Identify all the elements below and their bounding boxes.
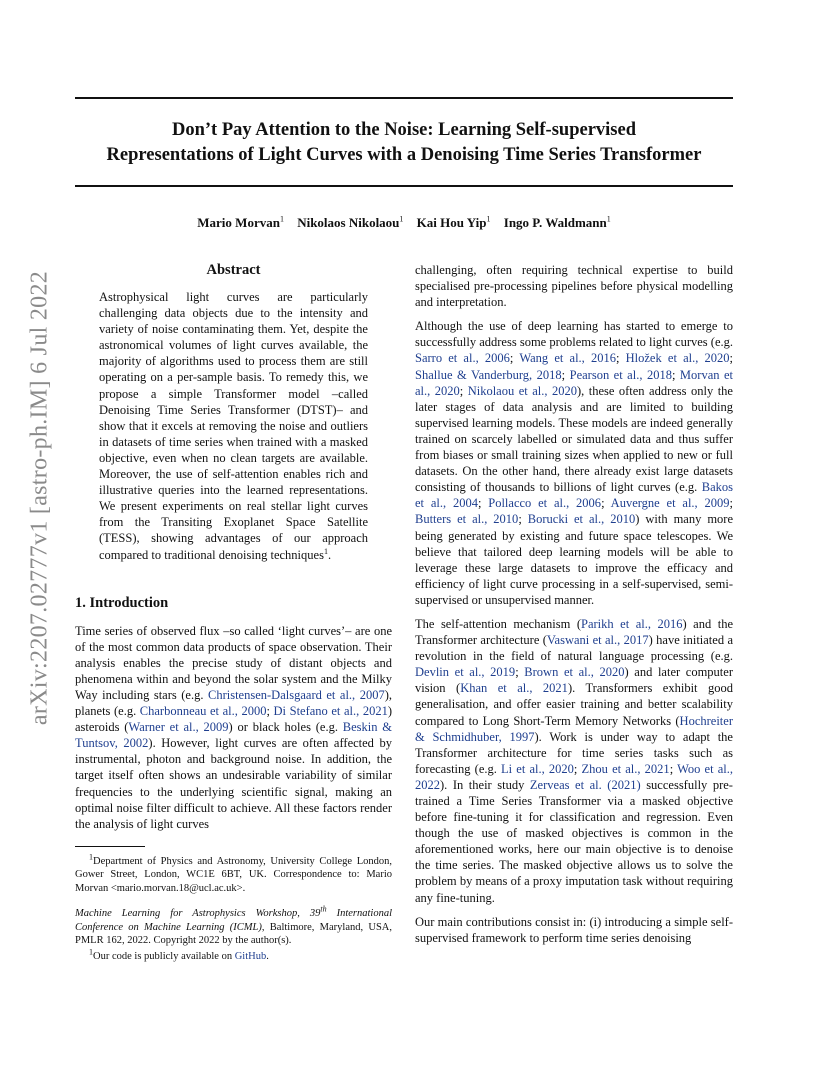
abstract-text: Astrophysical light curves are particularly challenging data objects due to the intensity and variety of noise contaminating them. Yet, despite the astronomical volumes of light curves available, the majority of algorithms used to process them are still operating on a per-sample basis. To remedy this, we propose a simple Transformer model –called Denoising Time Series Transformer (DTST)– and show that it excels at removing the noise and outliers in datasets of time series when trained with a masked objective, even when no clean targets are available. Moreover, the use of self-attention enables rich and illustrative queries into the learned representations. We present experiments on real stellar light curves from the Transiting Exoplanet Space Satellite (TESS), showing advantages of our approach compared to traditional denoising techniques: [99, 290, 368, 562]
abstract-body: Astrophysical light curves are particularly challenging data objects due to the intensity and variety of noise contaminating them. Yet, despite the astronomical volumes of light curves available, the majority of algorithms used to process them are still operating on a per-sample basis. To remedy this, we propose a simple Transformer model –called Denoising Time Series Transformer (DTST)– and show that it excels at removing the noise and outliers in datasets of time series when trained with a masked objective, even when no clean targets are available. Moreover, the use of self-attention enables rich and illustrative queries into the learned representations. We present experiments on real stellar light curves from the Transiting Exoplanet Space Satellite (TESS), showing advantages of our approach compared to traditional denoising techniques$^1$.: [99, 290, 368, 562]
section-heading-introduction: 1. Introduction: [75, 594, 169, 611]
author: Mario Morvan: [197, 215, 280, 230]
citation-link[interactable]: Christensen-Dalsgaard et al., 2007: [208, 687, 385, 702]
citation-link[interactable]: Pearson et al., 2018: [569, 367, 672, 382]
footnote-affiliation: $^1$Department of Physics and Astronomy, University College London, Gower Street, London, WC1E 6BT, UK. Correspondence to: Mario Morvan <mario.morvan.18@ucl.ac.uk>.: [75, 852, 392, 894]
affiliation-mark: 1: [279, 214, 284, 224]
github-link[interactable]: GitHub: [234, 950, 267, 962]
author-list: [75, 214, 733, 232]
citation-link[interactable]: Morvan et al., 2020: [415, 367, 734, 398]
left-column: [75, 261, 392, 963]
top-rule: [75, 97, 733, 99]
title-line-2: Representations of Light Curves with a Denoising Time Series Transformer: [106, 145, 702, 165]
citation-link[interactable]: Beskin & Tuntsov, 2002: [75, 720, 392, 751]
citation-link[interactable]: Pollacco et al., 2006: [488, 496, 602, 511]
author: Ingo P. Waldmann: [503, 215, 607, 230]
citation-link[interactable]: Devlin et al., 2019: [415, 665, 516, 680]
citation-link[interactable]: Wang et al., 2016: [519, 351, 616, 366]
citation-link[interactable]: Li et al., 2020: [501, 761, 574, 776]
citation-link[interactable]: Nikolaou et al., 2020: [467, 383, 577, 398]
citation-link[interactable]: Butters et al., 2010: [415, 512, 519, 527]
citation-link[interactable]: Parikh et al., 2016: [581, 616, 683, 631]
intro-paragraph: Time series of observed flux –so called ‘light curves’– are one of the most common data products of space observation. Their analysis enables the precise study of distant objects and phenomena within and beyond the solar system and the Milky Way including stars (e.g. Christensen-Dalsgaard et al., 2007), planets (e.g. Charbonneau et al., 2000; Di Stefano et al., 2021) asteroids (Warner et al., 2009) or black holes (e.g. Beskin & Tuntsov, 2002). However, light curves are often affected by instrumental, photon and background noise. In addition, the target itself often shows an undesirable variability of similar frequencies to the underlying scientific signal, making an optimal noise filter difficult to achieve. All these factors render the analysis of light curves: [75, 623, 392, 831]
affiliation-mark: 1: [606, 214, 611, 224]
citation-link[interactable]: Brown et al., 2020: [524, 665, 625, 680]
paragraph-self-attention: The self-attention mechanism (Parikh et al., 2016) and the Transformer architecture (Vaswani et al., 2017) have initiated a revolution in the field of natural language processing (e.g. Devlin et al., 2019; Brown et al., 2020) and later computer vision (Khan et al., 2021). Transformers exhibit good generalisation, and offer easier training and better scalability compared to Long Short-Term Memory Networks (Hochreiter & Schmidhuber, 1997). Work is under way to adapt the Transformer architecture for time series tasks such as forecasting (e.g. Li et al., 2020; Zhou et al., 2021; Woo et al., 2022). In their study Zerveas et al. (2021) successfully pre-trained a Time Series Transformer via a masked objective before fine-tuning it for classification and regression. Even though the use of masked objectives is common in the aforementioned works, here our main objective is to denoise the time series. The masked objective allows us to solve the problem by means of a proxy imputation task without requiring any fine-tuning.: [415, 616, 733, 905]
title-bottom-rule: [75, 185, 733, 187]
citation-link[interactable]: Vaswani et al., 2017: [546, 633, 649, 648]
citation-link[interactable]: Borucki et al., 2010: [527, 512, 636, 527]
citation-link[interactable]: Hochreiter & Schmidhuber, 1997: [415, 713, 733, 744]
citation-link[interactable]: Hložek et al., 2020: [625, 351, 730, 366]
author: Nikolaos Nikolaou: [297, 215, 400, 230]
citation-link[interactable]: Shallue & Vanderburg, 2018: [415, 367, 562, 382]
paragraph-continuation: challenging, often requiring technical expertise to build specialised pre-processing pipelines before physical modelling and interpretation.: [415, 263, 733, 310]
citation-link[interactable]: Zhou et al., 2021: [581, 761, 670, 776]
citation-link[interactable]: Warner et al., 2009: [128, 720, 229, 735]
citation-link[interactable]: Charbonneau et al., 2000: [139, 704, 267, 719]
footnote-rule: [75, 846, 145, 847]
citation-link[interactable]: Bakos et al., 2004: [415, 480, 733, 511]
affiliation-mark: 1: [399, 214, 404, 224]
right-column: [415, 262, 733, 954]
footnote-mark: 1: [323, 546, 328, 556]
paragraph-contributions: Our main contributions consist in: (i) introducing a simple self-supervised framework to perform time series denoising: [415, 914, 733, 945]
citation-link[interactable]: Khan et al., 2021: [460, 681, 568, 696]
title-line-1: Don’t Pay Attention to the Noise: Learning Self-supervised: [171, 120, 637, 140]
abstract-heading: Abstract: [206, 262, 261, 278]
citation-link[interactable]: Sarro et al., 2006: [415, 351, 510, 366]
citation-link[interactable]: Woo et al., 2022: [415, 761, 733, 792]
citation-link[interactable]: Auvergne et al., 2009: [610, 496, 730, 511]
citation-link[interactable]: Zerveas et al. (2021): [529, 777, 641, 792]
paper-title: [75, 118, 733, 168]
citation-link[interactable]: Di Stefano et al., 2021: [273, 704, 388, 719]
footnote-code: $^1$Our code is publicly available on GitHub.: [89, 947, 269, 962]
paragraph-deep-learning: Although the use of deep learning has started to emerge to successfully address some problems related to light curves (e.g. Sarro et al., 2006; Wang et al., 2016; Hložek et al., 2020; Shallue & Vanderburg, 2018; Pearson et al., 2018; Morvan et al., 2020; Nikolaou et al., 2020), these often address only the later stages of data analysis and are limited to building supervised learning models. These models are indeed generally trained on scarcely labelled or simulated data and thus suffer from biases or small training sizes when applied to new or full datasets. On the other hand, there already exist large datasets consisting of thousands to billions of light curves (e.g. Bakos et al., 2004; Pollacco et al., 2006; Auvergne et al., 2009; Butters et al., 2010; Borucki et al., 2010) with many more being generated by existing and future space telescopes. We believe that tailored deep learning models will be able to leverage these large datasets to improve the efficacy and efficiency of light curve processing in a self-supervised, semi-supervised or unsupervised manner.: [415, 319, 734, 607]
arxiv-identifier-stamp: arXiv:2207.02777v1 [astro-ph.IM] 6 Jul 2022: [26, 270, 53, 726]
footnote-venue: Machine Learning for Astrophysics Workshop, 39th International Conference on Machine Learning (ICML), Baltimore, Maryland, USA, PMLR 162, 2022. Copyright 2022 by the author(s).: [75, 904, 392, 947]
affiliation-mark: 1: [486, 214, 491, 224]
author: Kai Hou Yip: [416, 215, 487, 230]
